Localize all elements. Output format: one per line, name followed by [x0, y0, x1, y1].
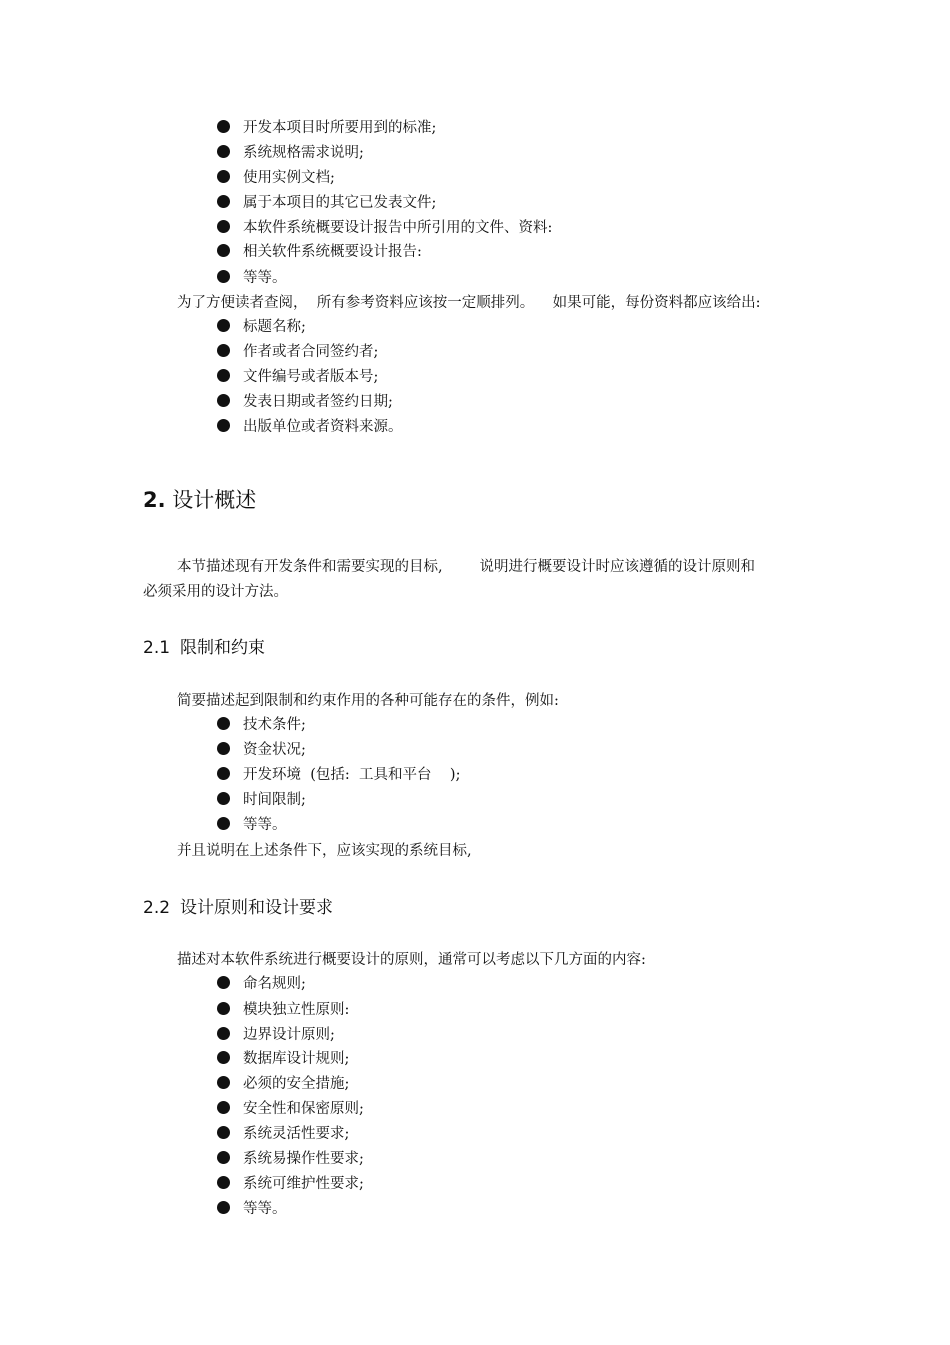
bullet-icon — [217, 976, 230, 989]
list-item: 时间限制; — [217, 791, 306, 809]
list-item: 文件编号或者版本号; — [217, 368, 378, 386]
bullet-icon — [217, 244, 230, 257]
bullet-icon — [217, 1002, 230, 1015]
list-item: 等等。 — [217, 269, 287, 287]
bullet-icon — [217, 170, 230, 183]
bullet-icon — [217, 319, 230, 332]
bullet-icon — [217, 1076, 230, 1089]
bullet-icon — [217, 1151, 230, 1164]
bullet-icon — [217, 1101, 230, 1114]
bullet-icon — [217, 767, 230, 780]
list-item: 系统易操作性要求; — [217, 1150, 364, 1168]
list-item: 出版单位或者资料来源。 — [217, 418, 403, 436]
bullet-icon — [217, 1051, 230, 1064]
list-item: 开发本项目时所要用到的标准; — [217, 119, 436, 137]
list-item: 边界设计原则; — [217, 1026, 335, 1044]
bullet-icon — [217, 145, 230, 158]
list-item: 系统可维护性要求; — [217, 1175, 364, 1193]
section-2-paragraph-line-1: 本节描述现有开发条件和需要实现的目标, 说明进行概要设计时应该遵循的设计原则和 — [177, 559, 755, 575]
bullet-icon — [217, 220, 230, 233]
list-item: 作者或者合同签约者; — [217, 343, 378, 361]
bullet-icon — [217, 717, 230, 730]
list-item: 安全性和保密原则; — [217, 1100, 364, 1118]
section-2-heading — [143, 487, 256, 513]
list-item: 数据库设计规则; — [217, 1050, 349, 1068]
section-2-2-heading — [143, 897, 333, 919]
list-item: 系统规格需求说明; — [217, 144, 364, 162]
bullet-icon — [217, 1027, 230, 1040]
section-number: 2. — [143, 488, 166, 512]
bullet-icon — [217, 817, 230, 830]
section-2-1-closing: 并且说明在上述条件下，应该实现的系统目标, — [177, 843, 472, 859]
list-item: 资金状况; — [217, 741, 306, 759]
list-item: 相关软件系统概要设计报告: — [217, 243, 422, 261]
bullet-icon — [217, 344, 230, 357]
list-item: 等等。 — [217, 816, 287, 834]
list-item: 技术条件; — [217, 716, 306, 734]
section-title: 设计原则和设计要求 — [180, 898, 334, 918]
list-item: 模块独立性原则: — [217, 1001, 349, 1019]
reference-intro-text: 为了方便读者查阅， 所有参考资料应该按一定顺排列。 如果可能，每份资料都应该给出: — [177, 295, 761, 311]
bullet-icon — [217, 792, 230, 805]
list-item: 标题名称; — [217, 318, 306, 336]
section-title: 设计概述 — [172, 488, 257, 512]
bullet-icon — [217, 369, 230, 382]
list-item: 等等。 — [217, 1200, 287, 1218]
list-item: 必须的安全措施; — [217, 1075, 349, 1093]
bullet-icon — [217, 742, 230, 755]
section-2-paragraph-line-2: 必须采用的设计方法。 — [143, 584, 288, 600]
bullet-icon — [217, 1201, 230, 1214]
list-item: 使用实例文档; — [217, 169, 335, 187]
section-title: 限制和约束 — [180, 638, 266, 658]
bullet-icon — [217, 394, 230, 407]
list-item: 属于本项目的其它已发表文件; — [217, 194, 436, 212]
bullet-icon — [217, 1176, 230, 1189]
bullet-icon — [217, 195, 230, 208]
list-item: 命名规则; — [217, 975, 306, 993]
section-number: 2.2 — [143, 898, 171, 918]
section-number: 2.1 — [143, 638, 171, 658]
list-item: 开发环境 (包括: 工具和平台 ); — [217, 766, 460, 784]
bullet-icon — [217, 1126, 230, 1139]
list-item: 发表日期或者签约日期; — [217, 393, 393, 411]
section-2-1-intro: 简要描述起到限制和约束作用的各种可能存在的条件，例如: — [177, 693, 559, 709]
section-2-2-intro: 描述对本软件系统进行概要设计的原则，通常可以考虑以下几方面的内容: — [177, 952, 646, 968]
list-item: 系统灵活性要求; — [217, 1125, 349, 1143]
bullet-icon — [217, 120, 230, 133]
bullet-icon — [217, 270, 230, 283]
section-2-1-heading — [143, 637, 265, 659]
list-item: 本软件系统概要设计报告中所引用的文件、资料: — [217, 219, 552, 237]
bullet-icon — [217, 419, 230, 432]
